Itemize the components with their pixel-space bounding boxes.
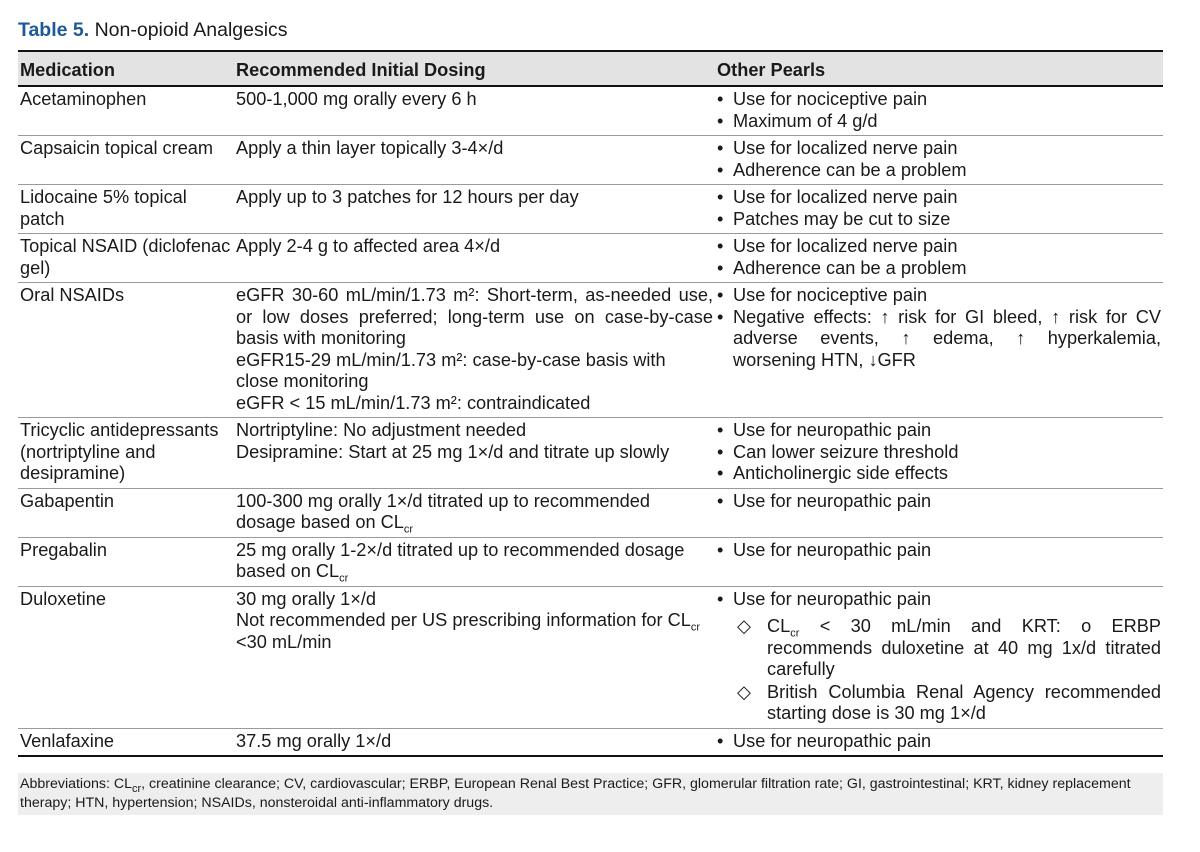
- bullet-icon: •: [717, 730, 724, 751]
- pearls-cell: [715, 586, 1163, 728]
- medication-cell: Tricyclic antidepressants (nortriptyline and desipramine): [18, 418, 235, 489]
- pearl-item: • Adherence can be a problem: [717, 257, 967, 278]
- bullet-icon: •: [717, 306, 724, 327]
- pearl-item: • Use for nociceptive pain: [717, 89, 928, 109]
- dosing-cell: Apply a thin layer topically 3-4×/d: [235, 136, 715, 185]
- dosing-cell: 25 mg orally 1-2×/d titrated up to recommended dosage based on $CL_{cr}$: [235, 537, 715, 586]
- pearls-cell: [715, 537, 1163, 586]
- bullet-icon: •: [717, 441, 724, 462]
- pearls-cell: [715, 418, 1163, 489]
- medication-cell: Topical NSAID (diclofenac gel): [18, 234, 235, 283]
- table-container: [18, 50, 1163, 757]
- bullet-icon: •: [717, 588, 724, 609]
- pearls-cell: [715, 234, 1163, 283]
- pearl-item: • Use for neuropathic pain: [717, 730, 932, 751]
- analgesics-table: [18, 52, 1163, 757]
- dosing-line: eGFR15-29 mL/min/1.73 m²: case-by-case basis with close monitoring: [236, 349, 666, 391]
- bullet-icon: •: [717, 110, 724, 131]
- bullet-icon: •: [717, 539, 724, 560]
- table-header: [18, 52, 1163, 86]
- pearls-cell: [715, 488, 1163, 537]
- bullet-icon: •: [717, 138, 724, 158]
- medication-cell: Capsaicin topical cream: [18, 136, 235, 185]
- medication-cell: Oral NSAIDs: [18, 283, 235, 418]
- pearl-item: • Use for localized nerve pain: [717, 236, 958, 256]
- pearls-cell: [715, 136, 1163, 185]
- table-row: [18, 136, 1163, 185]
- pearls-cell: [715, 728, 1163, 756]
- pearls-cell: [715, 185, 1163, 234]
- table-row: [18, 283, 1163, 418]
- medication-cell: Venlafaxine: [18, 728, 235, 756]
- header-row: [18, 52, 1163, 86]
- pearl-item: • Negative effects: ↑ risk for GI bleed, ↑ risk for CV adverse events, ↑ edema, ↑ hyperkalemia, worsening HTN, ↓GFR: [717, 306, 1161, 370]
- dosing-line: eGFR < 15 mL/min/1.73 m²: contraindicated: [236, 392, 591, 413]
- bullet-icon: •: [717, 420, 724, 440]
- bullet-icon: •: [717, 187, 724, 207]
- pearl-item: • Patches may be cut to size: [717, 208, 951, 229]
- pearl-item: • Can lower seizure threshold: [717, 441, 959, 462]
- table-row: [18, 86, 1163, 136]
- pearl-item: • Use for neuropathic pain: [717, 420, 932, 440]
- table-row: [18, 418, 1163, 489]
- table-label: Table 5.: [18, 19, 90, 41]
- dosing-cell: 500-1,000 mg orally every 6 h: [235, 86, 715, 136]
- dosing-cell: Apply up to 3 patches for 12 hours per day: [235, 185, 715, 234]
- pearl-item: • Use for neuropathic pain: [717, 490, 932, 511]
- table-row: [18, 488, 1163, 537]
- dosing-line: Desipramine: Start at 25 mg 1×/d and titrate up slowly: [236, 441, 670, 462]
- dosing-cell: 100-300 mg orally 1×/d titrated up to recommended dosage based on $CL_{cr}$: [235, 488, 715, 537]
- header-dosing: Recommended Initial Dosing: [235, 52, 715, 86]
- pearl-item: • Anticholinergic side effects: [717, 463, 948, 483]
- table-caption: Non-opioid Analgesics: [94, 19, 288, 41]
- dosing-line: eGFR 30-60 mL/min/1.73 m²: Short-term, as-needed use, or low doses preferred; long-term use on case-by-case basis with monitoring: [236, 285, 713, 348]
- dosing-line: Not recommended per US prescribing information for $CL_{cr} <30$ mL/min: [236, 610, 701, 652]
- bullet-icon: •: [717, 490, 724, 511]
- bullet-icon: •: [717, 236, 724, 256]
- dosing-cell: 37.5 mg orally 1×/d: [235, 728, 715, 756]
- table-footnote: Abbreviations: $CL_{cr}$, creatinine clearance; CV, cardiovascular; ERBP, European Renal Best Practice; GFR, glomerular filtration rate; GI, gastrointestinal; KRT, kidney replacement therapy; HTN, hypertension; NSAIDs, nonsteroidal anti-inflammatory drugs.: [18, 773, 1163, 815]
- pearls-cell: [715, 86, 1163, 136]
- dosing-cell: [235, 418, 715, 489]
- medication-cell: Pregabalin: [18, 537, 235, 586]
- dosing-cell: [235, 283, 715, 418]
- pearl-subitem: ◇ British Columbia Renal Agency recommended starting dose is 30 mg 1×/d: [717, 682, 1161, 725]
- pearl-item: • Use for neuropathic pain: [717, 539, 932, 560]
- table-row: [18, 234, 1163, 283]
- pearl-item: • Use for localized nerve pain: [717, 138, 958, 158]
- table-body: [18, 86, 1163, 756]
- table-row: [18, 586, 1163, 728]
- table-title: [18, 17, 288, 43]
- medication-cell: Lidocaine 5% topical patch: [18, 185, 235, 234]
- medication-cell: Duloxetine: [18, 586, 235, 728]
- pearl-item: • Use for nociceptive pain: [717, 285, 928, 305]
- diamond-bullet-icon: ◇: [737, 681, 751, 702]
- bullet-icon: •: [717, 257, 724, 278]
- dosing-cell: Apply 2-4 g to affected area 4×/d: [235, 234, 715, 283]
- pearl-item: • Maximum of 4 g/d: [717, 110, 878, 131]
- dosing-line: 30 mg orally 1×/d: [236, 588, 377, 609]
- bullet-icon: •: [717, 463, 724, 483]
- pearls-cell: [715, 283, 1163, 418]
- pearl-item: • Adherence can be a problem: [717, 159, 967, 180]
- bullet-icon: •: [717, 159, 724, 180]
- bullet-icon: •: [717, 285, 724, 305]
- diamond-bullet-icon: ◇: [737, 616, 751, 636]
- pearl-item: • Use for neuropathic pain: [717, 588, 932, 609]
- dosing-line: Nortriptyline: No adjustment needed: [236, 420, 527, 440]
- header-pearls: Other Pearls: [715, 52, 1163, 86]
- bullet-icon: •: [717, 89, 724, 109]
- pearl-item: • Use for localized nerve pain: [717, 187, 958, 207]
- bullet-icon: •: [717, 208, 724, 229]
- medication-cell: Gabapentin: [18, 488, 235, 537]
- header-medication: Medication: [18, 52, 235, 86]
- table-row: [18, 537, 1163, 586]
- table-row: [18, 728, 1163, 756]
- pearl-subitem: ◇ $CL_{cr} < 30$ mL/min and KRT: o ERBP recommends duloxetine at 40 mg 1x/d titrated carefully: [717, 616, 1161, 681]
- dosing-cell: [235, 586, 715, 728]
- medication-cell: Acetaminophen: [18, 86, 235, 136]
- table-row: [18, 185, 1163, 234]
